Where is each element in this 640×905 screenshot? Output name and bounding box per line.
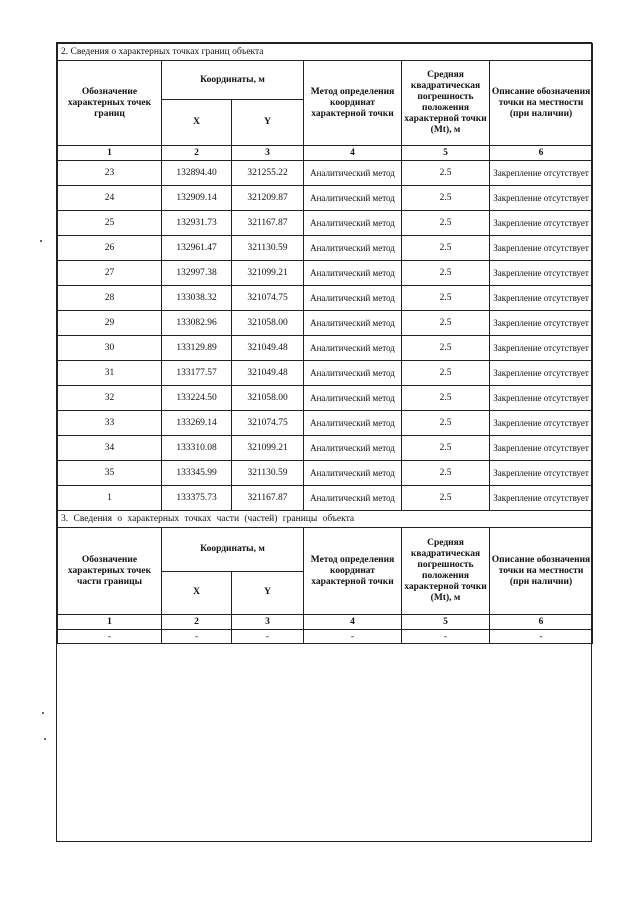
y-coordinate-cell: 321058.00 [232,386,304,411]
table-row [58,286,593,311]
header-y: Y [232,571,304,615]
x-coordinate-cell: 133269.14 [162,411,232,436]
document-page [56,42,592,842]
y-coordinate-cell: 321074.75 [232,286,304,311]
point-number-cell: 24 [58,186,162,211]
point-number-cell: 23 [58,161,162,186]
section2-column-numbers [58,146,593,161]
method-cell: Аналитический метод [304,436,402,461]
table-row [58,236,593,261]
error-cell: 2.5 [402,311,490,336]
x-coordinate-cell: 133345.99 [162,461,232,486]
y-coordinate-cell: 321058.00 [232,311,304,336]
section3-column-numbers [58,615,593,630]
header-designation: Обозначение характерных точек границ [58,61,162,146]
method-cell: Аналитический метод [304,211,402,236]
section2-title-row [58,44,593,61]
method-cell: Аналитический метод [304,236,402,261]
section3-header-row [58,528,593,572]
y-coordinate-cell: 321255.22 [232,161,304,186]
x-coordinate-cell: 132931.73 [162,211,232,236]
description-cell: - [490,630,593,644]
header-error: Средняя квадратическая погрешность положения характерной точки (Mt), м [402,528,490,615]
column-number: 2 [162,146,232,161]
section2-table [57,43,593,511]
header-y: Y [232,100,304,146]
section3-body [58,630,593,644]
y-coordinate-cell: 321099.21 [232,261,304,286]
error-cell: 2.5 [402,386,490,411]
table-row [58,261,593,286]
header-coordinates: Координаты, м [162,61,304,100]
table-row [58,161,593,186]
header-designation: Обозначение характерных точек части границы [58,528,162,615]
point-number-cell: - [58,630,162,644]
column-number: 1 [58,146,162,161]
point-number-cell: 25 [58,211,162,236]
method-cell: - [304,630,402,644]
table-row [58,630,593,644]
header-coordinates: Координаты, м [162,528,304,572]
header-x: X [162,571,232,615]
method-cell: Аналитический метод [304,286,402,311]
x-coordinate-cell: 133224.50 [162,386,232,411]
method-cell: Аналитический метод [304,386,402,411]
x-coordinate-cell: 132961.47 [162,236,232,261]
description-cell: Закрепление отсутствует [490,486,593,511]
x-coordinate-cell: 133129.89 [162,336,232,361]
table-row [58,486,593,511]
description-cell: Закрепление отсутствует [490,236,593,261]
error-cell: 2.5 [402,261,490,286]
x-coordinate-cell: 132997.38 [162,261,232,286]
error-cell: 2.5 [402,411,490,436]
section2-title: 2. Сведения о характерных точках границ объекта [58,44,593,61]
description-cell: Закрепление отсутствует [490,386,593,411]
method-cell: Аналитический метод [304,486,402,511]
header-method: Метод определения координат характерной точки [304,528,402,615]
header-error: Средняя квадратическая погрешность положения характерной точки (Mt), м [402,61,490,146]
column-number: 1 [58,615,162,630]
x-coordinate-cell: 133082.96 [162,311,232,336]
scan-speck [40,240,42,242]
error-cell: 2.5 [402,186,490,211]
error-cell: 2.5 [402,436,490,461]
table-row [58,411,593,436]
section3-title: 3. Сведения о характерных точках части (частей) границы объекта [58,511,593,528]
point-number-cell: 30 [58,336,162,361]
table-row [58,211,593,236]
column-number: 5 [402,146,490,161]
method-cell: Аналитический метод [304,361,402,386]
column-number: 6 [490,146,593,161]
error-cell: 2.5 [402,361,490,386]
description-cell: Закрепление отсутствует [490,336,593,361]
method-cell: Аналитический метод [304,261,402,286]
description-cell: Закрепление отсутствует [490,186,593,211]
y-coordinate-cell: 321167.87 [232,211,304,236]
description-cell: Закрепление отсутствует [490,311,593,336]
section3-table [57,510,593,644]
error-cell: 2.5 [402,211,490,236]
point-number-cell: 35 [58,461,162,486]
point-number-cell: 32 [58,386,162,411]
section2-header-row [58,61,593,100]
table-row [58,311,593,336]
y-coordinate-cell: 321074.75 [232,411,304,436]
point-number-cell: 29 [58,311,162,336]
point-number-cell: 27 [58,261,162,286]
y-coordinate-cell: - [232,630,304,644]
y-coordinate-cell: 321209.87 [232,186,304,211]
scan-speck [42,712,44,714]
column-number: 4 [304,146,402,161]
section3-title-row [58,511,593,528]
method-cell: Аналитический метод [304,311,402,336]
point-number-cell: 28 [58,286,162,311]
description-cell: Закрепление отсутствует [490,411,593,436]
point-number-cell: 26 [58,236,162,261]
table-row [58,361,593,386]
error-cell: 2.5 [402,486,490,511]
description-cell: Закрепление отсутствует [490,461,593,486]
column-number: 2 [162,615,232,630]
x-coordinate-cell: 133177.57 [162,361,232,386]
header-method: Метод определения координат характерной точки [304,61,402,146]
method-cell: Аналитический метод [304,411,402,436]
y-coordinate-cell: 321130.59 [232,461,304,486]
description-cell: Закрепление отсутствует [490,361,593,386]
error-cell: 2.5 [402,461,490,486]
error-cell: 2.5 [402,236,490,261]
table-row [58,436,593,461]
description-cell: Закрепление отсутствует [490,436,593,461]
x-coordinate-cell: 132909.14 [162,186,232,211]
table-row [58,336,593,361]
column-number: 4 [304,615,402,630]
method-cell: Аналитический метод [304,186,402,211]
header-description: Описание обозначения точки на местности (при наличии) [490,528,593,615]
error-cell: 2.5 [402,286,490,311]
y-coordinate-cell: 321099.21 [232,436,304,461]
header-x: X [162,100,232,146]
y-coordinate-cell: 321130.59 [232,236,304,261]
y-coordinate-cell: 321049.48 [232,361,304,386]
point-number-cell: 1 [58,486,162,511]
description-cell: Закрепление отсутствует [490,161,593,186]
x-coordinate-cell: 133375.73 [162,486,232,511]
error-cell: 2.5 [402,336,490,361]
column-number: 5 [402,615,490,630]
table-row [58,386,593,411]
point-number-cell: 31 [58,361,162,386]
x-coordinate-cell: 133038.32 [162,286,232,311]
scan-speck [44,738,46,740]
y-coordinate-cell: 321049.48 [232,336,304,361]
description-cell: Закрепление отсутствует [490,211,593,236]
header-description: Описание обозначения точки на местности (при наличии) [490,61,593,146]
y-coordinate-cell: 321167.87 [232,486,304,511]
section2-body [58,161,593,511]
table-row [58,186,593,211]
table-row [58,461,593,486]
error-cell: 2.5 [402,161,490,186]
description-cell: Закрепление отсутствует [490,286,593,311]
point-number-cell: 33 [58,411,162,436]
method-cell: Аналитический метод [304,336,402,361]
error-cell: - [402,630,490,644]
x-coordinate-cell: 133310.08 [162,436,232,461]
x-coordinate-cell: - [162,630,232,644]
description-cell: Закрепление отсутствует [490,261,593,286]
column-number: 6 [490,615,593,630]
column-number: 3 [232,615,304,630]
method-cell: Аналитический метод [304,461,402,486]
x-coordinate-cell: 132894.40 [162,161,232,186]
point-number-cell: 34 [58,436,162,461]
column-number: 3 [232,146,304,161]
method-cell: Аналитический метод [304,161,402,186]
